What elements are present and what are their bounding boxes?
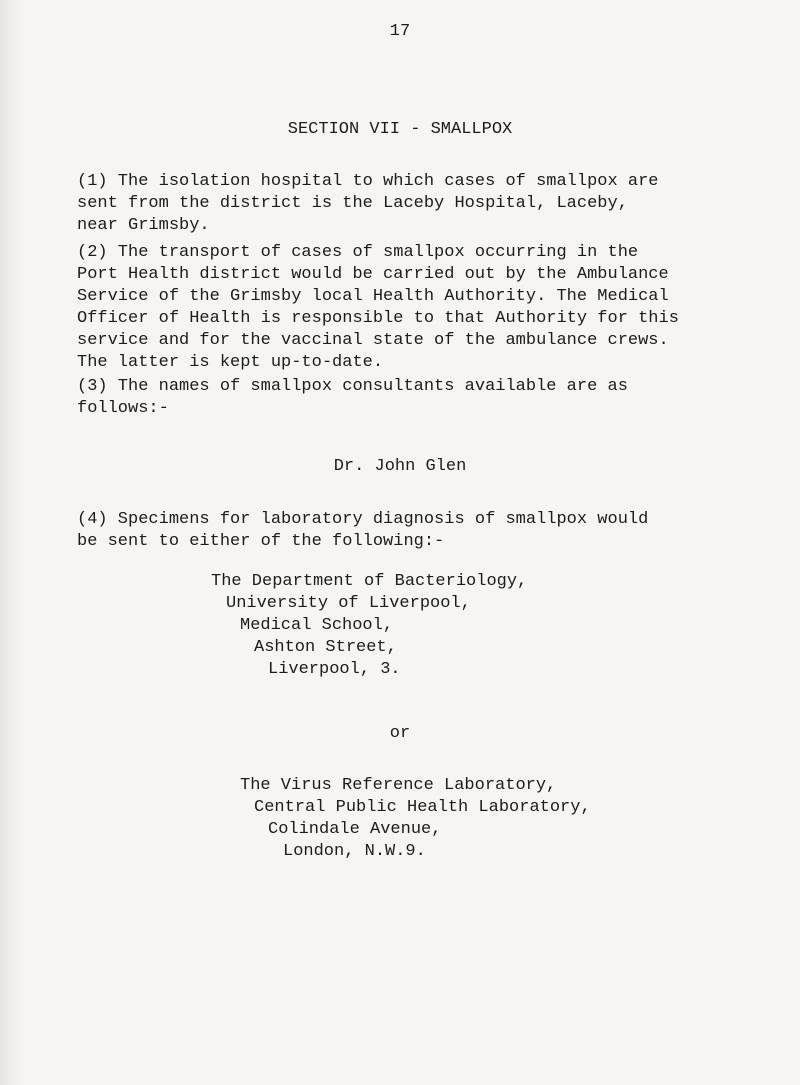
address-liverpool — [0, 571, 800, 681]
address-line: Colindale Avenue, — [268, 820, 442, 839]
address-line: London, N.W.9. — [283, 842, 426, 861]
address-london — [0, 775, 800, 863]
address-line: Medical School, — [240, 616, 394, 635]
paragraph-3: (3) The names of smallpox consultants available are as follows:- — [77, 377, 628, 418]
page-edge-shadow — [0, 0, 22, 1085]
address-line: The Department of Bacteriology, — [211, 572, 528, 591]
address-line: Ashton Street, — [254, 638, 397, 657]
section-title: SECTION VII - SMALLPOX — [287, 120, 513, 139]
address-line: University of Liverpool, — [226, 594, 471, 613]
consultant-name: Dr. John Glen — [333, 457, 467, 476]
address-line: Liverpool, 3. — [268, 660, 401, 679]
page-number: 17 — [389, 22, 411, 41]
paragraph-2: (2) The transport of cases of smallpox occurring in the Port Health district would be carried out by the Ambulance Service of the Grimsby local Health Authority. The Medical Officer of Health is responsible to that Authority for this service and for the vaccinal state of the ambulance crews. The latter is kept up-to-date. — [77, 243, 679, 372]
address-line: Central Public Health Laboratory, — [254, 798, 591, 817]
address-line: The Virus Reference Laboratory, — [240, 776, 557, 795]
paragraph-4: (4) Specimens for laboratory diagnosis of smallpox would be sent to either of the following:- — [77, 510, 649, 551]
separator-or: or — [389, 724, 411, 743]
paragraph-1: (1) The isolation hospital to which cases of smallpox are sent from the district is the Laceby Hospital, Laceby, near Grimsby. — [77, 172, 659, 235]
